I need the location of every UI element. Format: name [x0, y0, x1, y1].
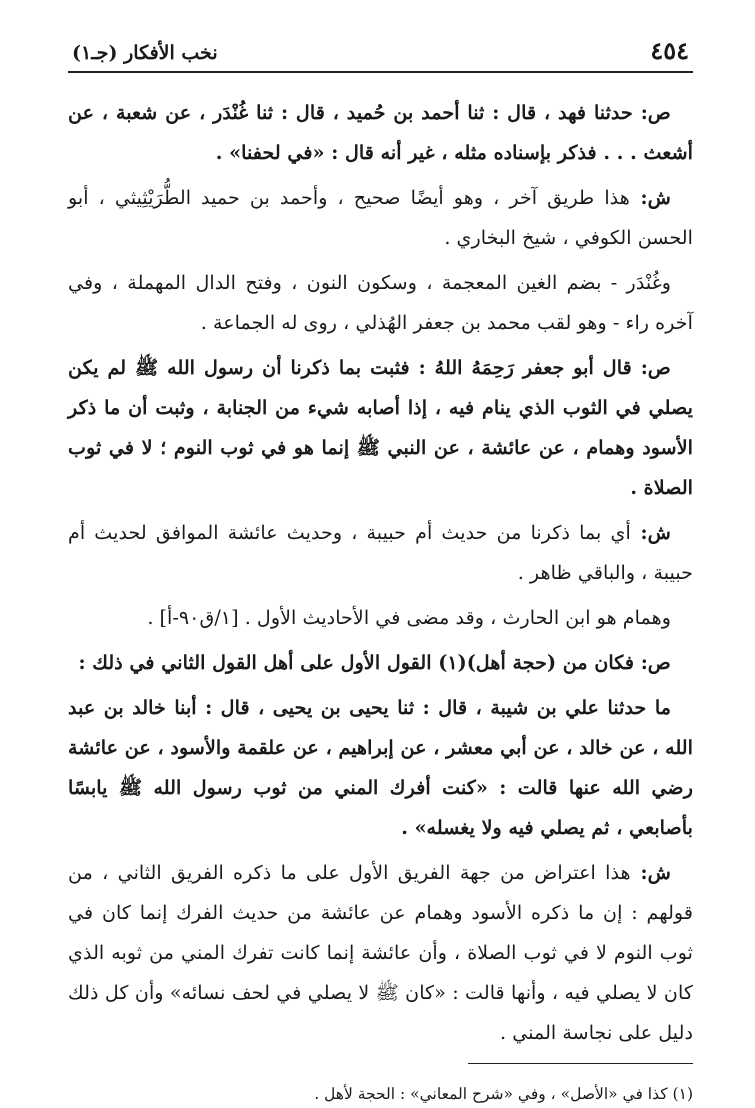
paragraph-marker: ش: — [630, 861, 671, 884]
paragraph-text: أي بما ذكرنا من حديث أم حبيبة ، وحديث عائشة الموافق لحديث أم حبيبة ، والباقي ظاهر . — [68, 521, 693, 584]
paragraph-text: هذا اعتراض من جهة الفريق الأول على ما ذكره الفريق الثاني ، من قولهم : إن ما ذكره الأسود وهمام عن عائشة من حديث الفرك إنما كان في ثوب النوم لا في ثوب الصلاة ، وأن عائشة إنما كانت تفرك المني من ثوبه الذي كان لا يصلي فيه ، وأنها قالت : «كان ﷺ لا يصلي في لحف نسائه» وأن كل ذلك دليل على نجاسة المني . — [68, 861, 693, 1044]
paragraph-6 — [68, 598, 693, 638]
book-title: نخب الأفكار (جـ١) — [72, 42, 218, 64]
paragraph-text: وغُنْدَر - بضم الغين المعجمة ، وسكون النون ، وفتح الدال المهملة ، وفي آخره راء - وهو لقب محمد بن جعفر الهُذلي ، روى له الجماعة . — [68, 271, 693, 334]
running-header — [68, 36, 693, 73]
page-number: ٤٥٤ — [650, 36, 689, 65]
paragraph-marker: ص: — [632, 101, 671, 124]
footnote-divider — [468, 1063, 693, 1064]
paragraph-7 — [68, 643, 693, 683]
paragraph-text: ما حدثنا علي بن شيبة ، قال : ثنا يحيى بن يحيى ، قال : أبنا خالد بن عبد الله ، عن خالد ، عن أبي معشر ، عن إبراهيم ، عن علقمة والأسود ، عن عائشة رضي الله عنها قالت : «كنت أفرك المني من ثوب رسول الله ﷺ يابسًا بأصابعي ، ثم يصلي فيه ولا يغسله» . — [68, 696, 693, 839]
paragraph-marker: ش: — [630, 521, 671, 544]
paragraph-marker: ص: — [634, 651, 671, 674]
footnote: (١) كذا في «الأصل» ، وفي «شرح المعاني» : الحجة لأهل . — [314, 1084, 693, 1103]
paragraph-3 — [68, 263, 693, 343]
paragraph-5 — [68, 513, 693, 593]
paragraph-text: هذا طريق آخر ، وهو أيضًا صحيح ، وأحمد بن حميد الطُّرَيْثِيثي ، أبو الحسن الكوفي ، شيخ البخاري . — [68, 186, 693, 249]
paragraph-text: وهمام هو ابن الحارث ، وقد مضى في الأحاديث الأول . [١/ق٩٠-أ] . — [147, 606, 671, 629]
paragraph-8 — [68, 688, 693, 848]
paragraph-1 — [68, 93, 693, 173]
paragraph-9 — [68, 853, 693, 1053]
paragraph-marker: ص: — [631, 356, 671, 379]
paragraph-4 — [68, 348, 693, 508]
paragraph-text: فكان من (حجة أهل)(١) القول الأول على أهل القول الثاني في ذلك : — [78, 651, 635, 674]
paragraph-2 — [68, 178, 693, 258]
paragraph-text: قال أبو جعفر رَحِمَهُ اللهُ : فثبت بما ذكرنا أن رسول الله ﷺ لم يكن يصلي في الثوب الذي ينام فيه ، إذا أصابه شيء من الجنابة ، وثبت أن ما ذكر الأسود وهمام ، عن عائشة ، عن النبي ﷺ إنما هو في ثوب النوم ؛ لا في ثوب الصلاة . — [68, 356, 693, 499]
paragraph-marker: ش: — [629, 186, 672, 209]
paragraph-text: حدثنا فهد ، قال : ثنا أحمد بن حُميد ، قال : ثنا غُنْدَر ، عن شعبة ، عن أشعث . . . فذكر بإسناده مثله ، غير أنه قال : «في لحفنا» . — [68, 101, 693, 164]
